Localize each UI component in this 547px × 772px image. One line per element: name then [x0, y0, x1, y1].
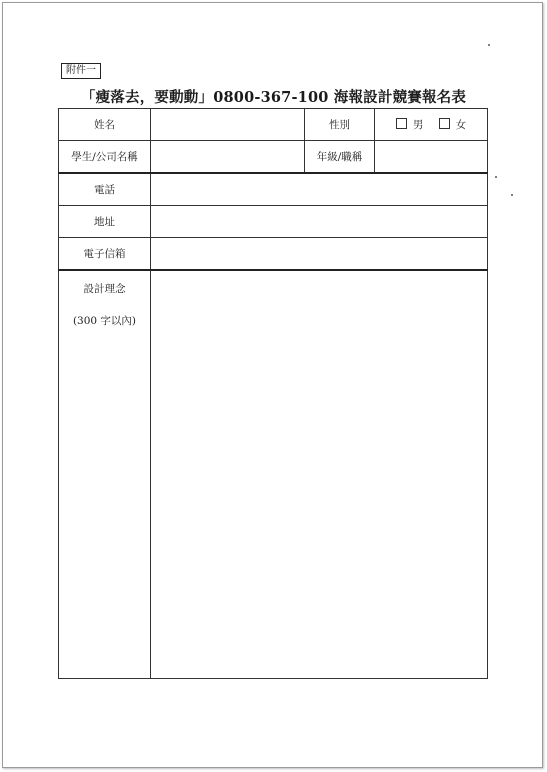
name-field[interactable] — [151, 109, 305, 141]
scan-speck — [495, 176, 497, 178]
school-label: 學生/公司名稱 — [59, 141, 151, 173]
gender-label: 性別 — [305, 109, 375, 141]
row-email — [59, 238, 488, 270]
email-field[interactable] — [151, 238, 488, 270]
gender-options — [375, 109, 488, 141]
row-concept — [59, 270, 488, 679]
attachment-label: 附件一 — [61, 63, 101, 79]
female-label: 女 — [455, 119, 467, 131]
grade-label: 年級/職稱 — [305, 141, 375, 173]
form-title: 「瘦落去，要動動」0800-367-100 海報設計競賽報名表 — [80, 89, 467, 106]
male-checkbox[interactable] — [396, 118, 407, 129]
name-label: 姓名 — [59, 109, 151, 141]
row-school — [59, 141, 488, 173]
gender-option-male[interactable] — [396, 117, 424, 132]
scan-speck — [488, 44, 490, 46]
scan-speck — [511, 194, 513, 196]
registration-form-table — [58, 108, 488, 679]
address-label: 地址 — [59, 206, 151, 238]
female-checkbox[interactable] — [439, 118, 450, 129]
concept-label: 設計理念 — [83, 282, 126, 295]
email-label: 電子信箱 — [59, 238, 151, 270]
school-field[interactable] — [151, 141, 305, 173]
concept-label-cell — [59, 270, 151, 679]
row-address — [59, 206, 488, 238]
row-phone — [59, 173, 488, 206]
gender-option-female[interactable] — [439, 117, 467, 132]
concept-field[interactable] — [151, 270, 488, 679]
row-name — [59, 109, 488, 141]
phone-label: 電話 — [59, 173, 151, 206]
male-label: 男 — [412, 119, 424, 131]
grade-field[interactable] — [375, 141, 488, 173]
concept-note: (300 字以內) — [72, 314, 137, 327]
address-field[interactable] — [151, 206, 488, 238]
phone-field[interactable] — [151, 173, 488, 206]
